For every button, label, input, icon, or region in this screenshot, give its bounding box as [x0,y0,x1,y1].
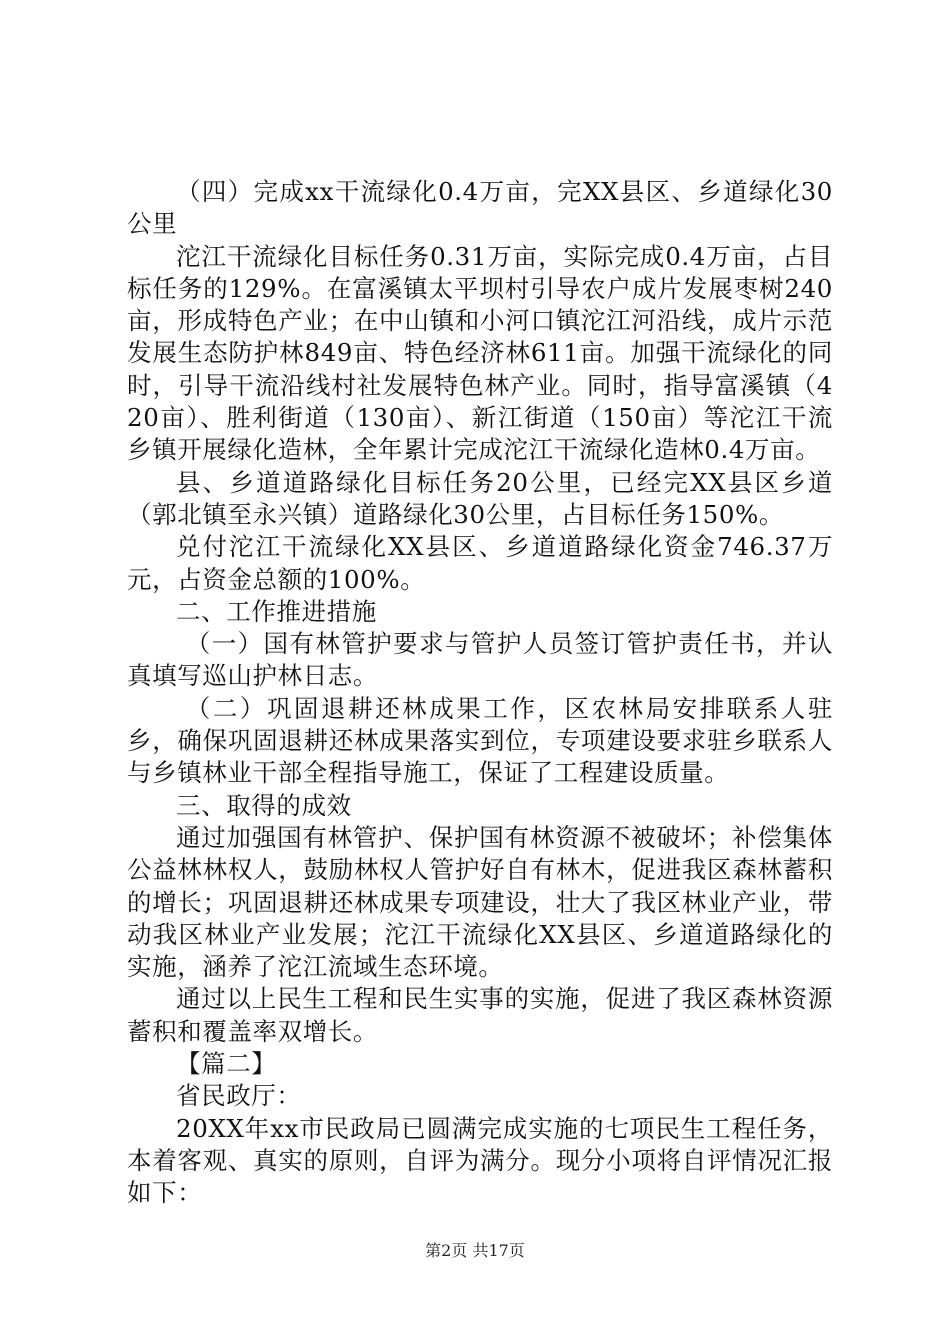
chapter-heading: 【篇二】 [176,1049,277,1079]
section-heading: 二、工作推进措施 [176,596,377,626]
body-paragraph: 沱江干流绿化目标任务0.31万亩，实际完成0.4万亩，占目标任务的129%。在富溪镇太平坝村引导农户成片发展枣树240亩，形成特色产业；在中山镇和小河口镇沱江河沿线，成片示范发展生态防护林849亩、特色经济林611亩。加强干流绿化的同时，引导干流沿线村社发展特色林产业。同时，指导富溪镇（420亩）、胜利街道（130亩）、新江街道（150亩）等沱江干流乡镇开展绿化造林，全年累计完成沱江干流绿化造林0.4万亩。 [127,241,833,465]
body-paragraph: 20XX年xx市民政局已圆满完成实施的七项民生工程任务，本着客观、真实的原则，自评为满分。现分小项将自评情况汇报如下： [127,1113,833,1208]
body-paragraph: 通过以上民生工程和民生实事的实施，促进了我区森林资源蓄积和覆盖率双增长。 [127,984,833,1046]
body-paragraph: （二）巩固退耕还林成果工作，区农林局安排联系人驻乡，确保巩固退耕还林成果落实到位，专项建设要求驻乡联系人与乡镇林业干部全程指导施工，保证了工程建设质量。 [127,693,833,788]
document-body [127,176,833,1210]
body-paragraph: 县、乡道道路绿化目标任务20公里，已经完XX县区乡道（郭北镇至永兴镇）道路绿化30公里，占目标任务150%。 [127,467,833,529]
section-heading: 三、取得的成效 [176,790,352,820]
body-paragraph: 通过加强国有林管护、保护国有林资源不被破坏；补偿集体公益林林权人，鼓励林权人管护好自有林木，促进我区森林蓄积的增长；巩固退耕还林成果专项建设，壮大了我区林业产业，带动我区林业产业发展；沱江干流绿化XX县区、乡道道路绿化的实施，涵养了沱江流域生态环境。 [127,822,833,982]
salutation: 省民政厅： [176,1081,302,1111]
section-heading-four: （四）完成xx干流绿化0.4万亩，完XX县区、乡道绿化30公里 [127,177,833,239]
body-paragraph: （一）国有林管护要求与管护人员签订管护责任书，并认真填写巡山护林日志。 [127,629,833,691]
body-paragraph: 兑付沱江干流绿化XX县区、乡道道路绿化资金746.37万元，占资金总额的100%。 [127,532,833,594]
page-footer: 第2页 共17页 [425,1241,525,1260]
